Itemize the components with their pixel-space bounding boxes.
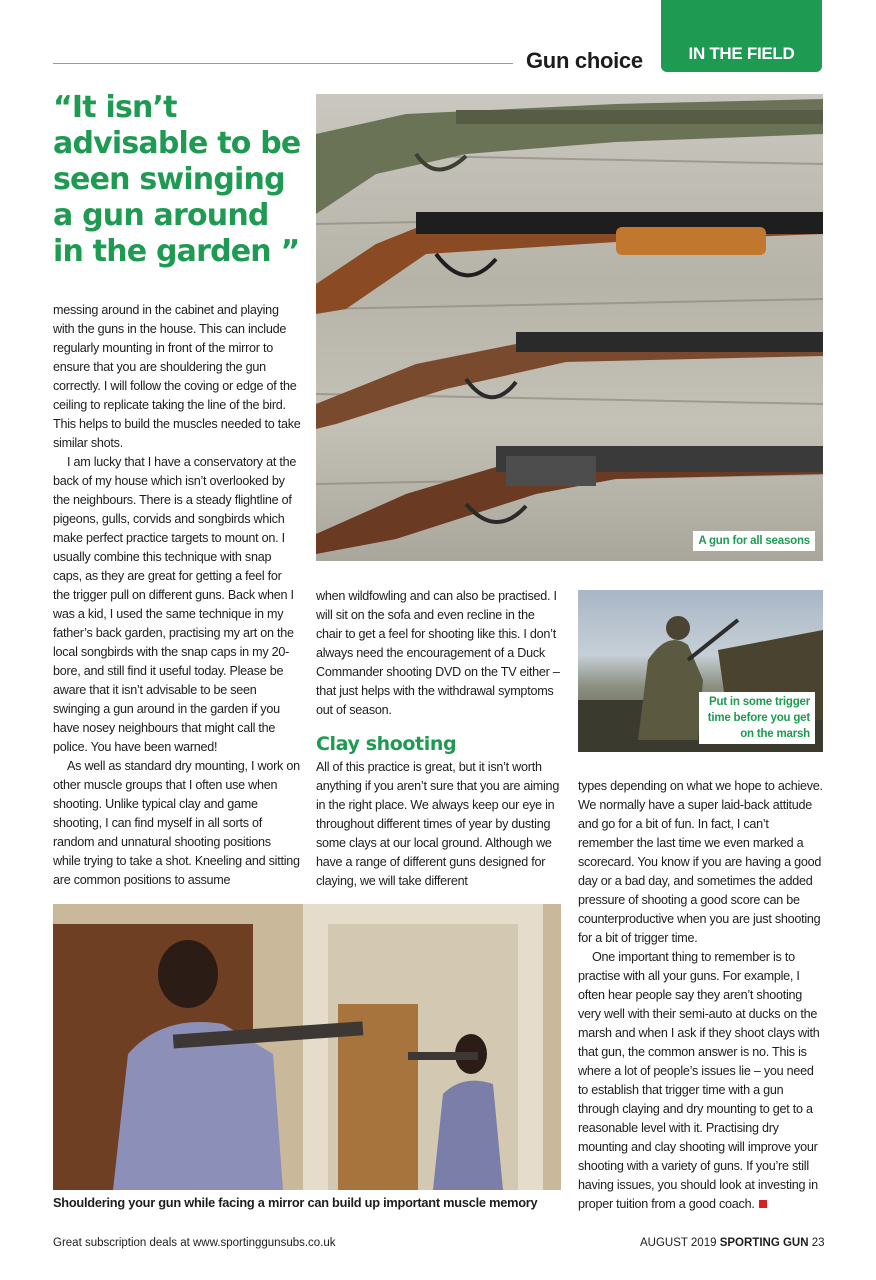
guns-photo — [316, 94, 823, 561]
paragraph: All of this practice is great, but it isn’t worth anything if you aren’t sure that you are aiming in the right place. We always keep our eye in throughout different times of year by dusting some clays at our local ground. Although we have a range of different guns designed for claying, we will take different — [316, 760, 560, 888]
mirror-caption: Shouldering your gun while facing a mirror can build up important muscle memory — [53, 1195, 538, 1210]
magazine-name: SPORTING GUN — [719, 1237, 809, 1249]
pull-quote: “It isn’t advisable to be seen swinging a gun around in the garden ” — [53, 90, 301, 269]
end-mark-icon — [759, 1200, 767, 1208]
marsh-photo — [578, 590, 823, 752]
header-rule — [53, 63, 513, 64]
paragraph: messing around in the cabinet and playing with the guns in the house. This can include regularly mounting in front of the mirror to ensure that you are shouldering the gun correctly. I will follow the coving or edge of the ceiling to replicate taking the line of the bird. This helps to build the muscles needed to take similar shots. — [53, 303, 301, 450]
guns-caption: A gun for all seasons — [693, 531, 815, 551]
column-2-body — [316, 758, 561, 891]
mirror-illustration — [53, 904, 561, 1190]
section-tab-label: IN THE FIELD — [688, 44, 795, 63]
footer-subscription: Great subscription deals at www.sportinggunsubs.co.uk — [53, 1237, 336, 1249]
marsh-caption: Put in some trigger time before you get on the marsh — [699, 692, 815, 744]
column-3 — [578, 777, 824, 1214]
paragraph: types depending on what we hope to achieve. We normally have a super laid-back attitude and go for a bit of fun. In fact, I can’t remember the last time we even marked a scorecard. You know if you are having a good day or a bad day, and sometimes the added pressure of shooting a good score can be counterproductive when you are just shooting for a bit of trigger time. — [578, 779, 823, 945]
column-2-intro — [316, 587, 561, 720]
mirror-photo — [53, 904, 561, 1190]
paragraph: I am lucky that I have a conservatory at the back of my house which isn’t overlooked by the neighbours. There is a steady flightline of pigeons, gulls, corvids and songbirds which make perfect practice targets to mount on. I usually combine this technique with snap caps, as they are great for getting a feel for the trigger pull on different guns. Back when I was a kid, I used the same technique in my father’s back garden, practising my art on the local songbirds with the snap caps in my 20-bore, and still find it useful today. Please be aware that it isn’t advisable to be seen swinging a gun around in the garden if you have nosey neighbours that might call the police. You have been warned! — [53, 455, 297, 754]
footer-folio — [640, 1237, 825, 1249]
guns-illustration — [316, 94, 823, 561]
subheading: Clay shooting — [316, 733, 457, 755]
page-number: 23 — [811, 1237, 825, 1249]
column-1 — [53, 301, 301, 890]
issue-date: AUGUST 2019 — [640, 1237, 717, 1249]
section-tab — [661, 0, 822, 72]
paragraph: One important thing to remember is to practise with all your guns. For example, I often hear people say they aren’t shooting very well with their semi-auto at ducks on the marsh and when I ask if they shoot clays with that gun, the common answer is no. This is where a lot of people’s issues lie – you need to establish that trigger time with a gun through claying and dry mounting to get to a reasonable level with it. Practising dry mounting and clay shooting will improve your shooting with a variety of guns. If you’re still having issues, you should look at investing in proper tuition from a good coach. — [578, 950, 820, 1211]
section-title: Gun choice — [526, 48, 643, 73]
paragraph: As well as standard dry mounting, I work on other muscle groups that I often use when shooting. Unlike typical clay and game shooting, I can find myself in all sorts of random and unnatural shooting positions while trying to take a shot. Kneeling and sitting are common positions to assume — [53, 759, 300, 887]
paragraph: when wildfowling and can also be practised. I will sit on the sofa and even recline in the chair to get a feel for shooting like this. I don’t always need the encouragement of a Duck Commander shooting DVD on the TV either – that just helps with the withdrawal symptoms out of season. — [316, 589, 560, 717]
paragraph-with-end-mark — [578, 948, 824, 1214]
